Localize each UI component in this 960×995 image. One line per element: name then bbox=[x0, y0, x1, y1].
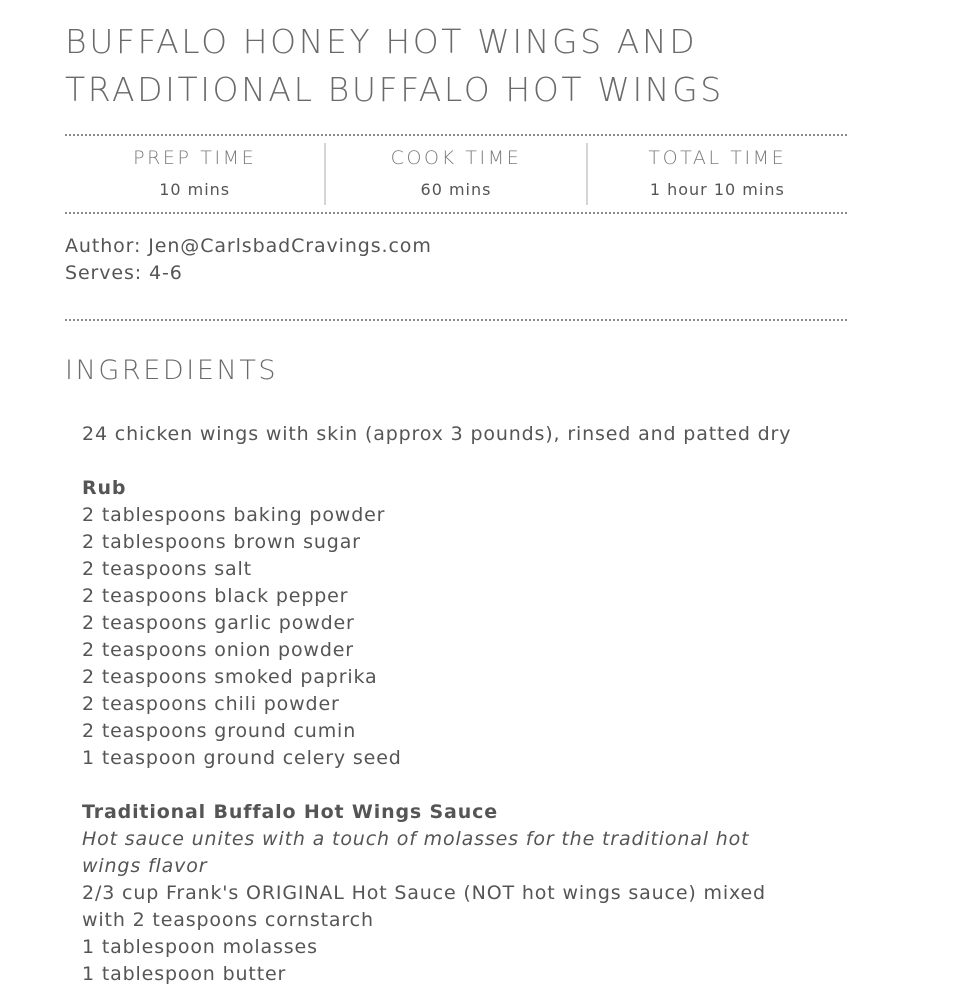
total-time-label: TOTAL TIME bbox=[648, 147, 787, 169]
ingredient-item: 2 teaspoons garlic powder bbox=[82, 612, 355, 634]
sauce-group-heading: Traditional Buffalo Hot Wings Sauce bbox=[82, 801, 498, 823]
rub-group-heading: Rub bbox=[82, 477, 127, 499]
ingredients-list bbox=[82, 421, 862, 988]
recipe-serves: Serves: 4-6 bbox=[65, 262, 183, 284]
dotted-divider-middle bbox=[65, 212, 847, 214]
recipe-title bbox=[65, 18, 865, 114]
recipe-title-line-1: BUFFALO HONEY HOT WINGS AND bbox=[65, 22, 698, 61]
ingredient-item: 2 teaspoons onion powder bbox=[82, 639, 354, 661]
prep-time bbox=[65, 143, 324, 205]
total-time-value: 1 hour 10 mins bbox=[649, 180, 785, 199]
recipe-author: Author: Jen@CarlsbadCravings.com bbox=[65, 235, 432, 257]
cook-time-value: 60 mins bbox=[420, 180, 492, 199]
prep-time-value: 10 mins bbox=[159, 180, 231, 199]
recipe-times bbox=[65, 143, 847, 205]
ingredient-item: 1 tablespoon molasses bbox=[82, 936, 318, 958]
ingredient-item: 2/3 cup Frank's ORIGINAL Hot Sauce (NOT hot wings sauce) mixed bbox=[82, 882, 766, 904]
ingredient-item: with 2 teaspoons cornstarch bbox=[82, 909, 374, 931]
sauce-note-line-1: Hot sauce unites with a touch of molasses for the traditional hot bbox=[82, 828, 750, 850]
sauce-note-line-2: wings flavor bbox=[82, 855, 208, 877]
dotted-divider-bottom bbox=[65, 319, 847, 321]
ingredient-item: 2 tablespoons brown sugar bbox=[82, 531, 361, 553]
recipe-meta bbox=[65, 233, 432, 287]
ingredient-item: 2 teaspoons black pepper bbox=[82, 585, 349, 607]
ingredient-item: 2 teaspoons ground cumin bbox=[82, 720, 357, 742]
ingredient-item: 2 teaspoons smoked paprika bbox=[82, 666, 378, 688]
cook-time bbox=[324, 143, 585, 205]
ingredient-item: 2 teaspoons salt bbox=[82, 558, 252, 580]
ingredient-item: 2 teaspoons chili powder bbox=[82, 693, 340, 715]
ingredient-item: 1 teaspoon ground celery seed bbox=[82, 747, 402, 769]
cook-time-label: COOK TIME bbox=[390, 147, 522, 169]
dotted-divider-top bbox=[65, 134, 847, 136]
prep-time-label: PREP TIME bbox=[133, 147, 257, 169]
ingredient-item: 2 tablespoons baking powder bbox=[82, 504, 386, 526]
recipe-title-line-2: TRADITIONAL BUFFALO HOT WINGS bbox=[65, 70, 724, 109]
ingredient-item: 1 tablespoon butter bbox=[82, 963, 287, 985]
ingredient-item: 24 chicken wings with skin (approx 3 pounds), rinsed and patted dry bbox=[82, 423, 792, 445]
ingredients-heading: INGREDIENTS bbox=[65, 355, 279, 386]
total-time bbox=[586, 143, 847, 205]
